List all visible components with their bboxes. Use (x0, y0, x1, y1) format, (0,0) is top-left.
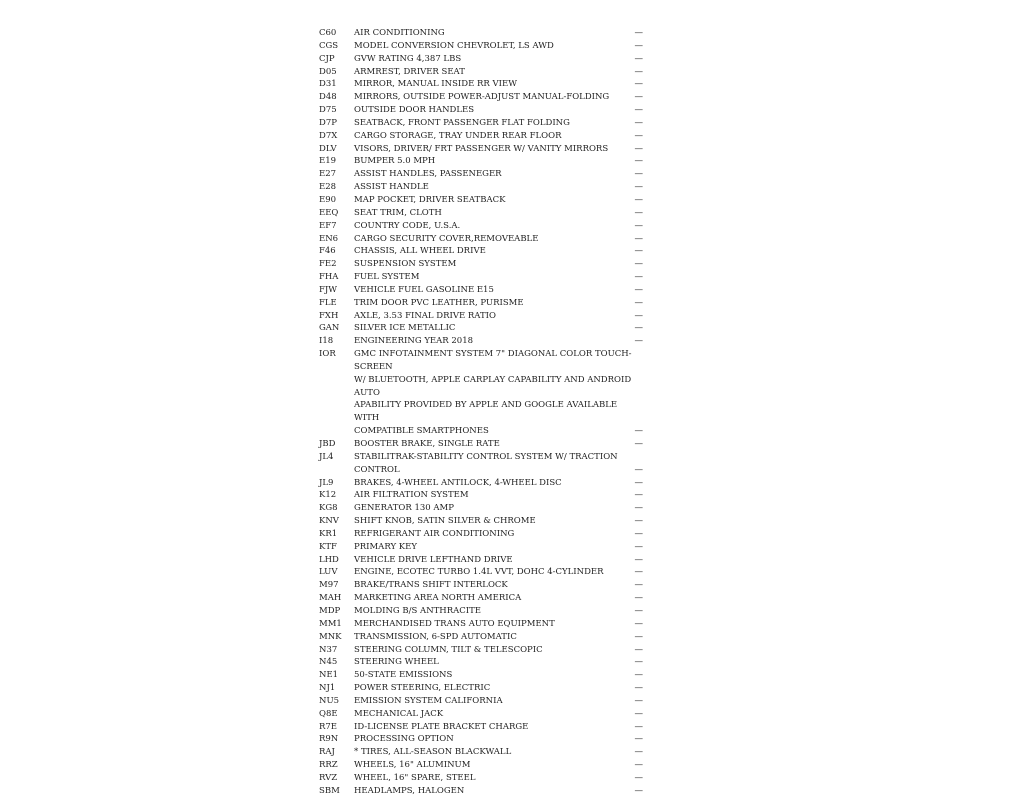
option-row (319, 785, 649, 798)
option-price: — (634, 657, 643, 668)
option-row (319, 733, 649, 746)
option-description: PROCESSING OPTION (354, 734, 454, 745)
option-price: — (634, 593, 643, 604)
option-description: ENGINE, ECOTEC TURBO 1.4L VVT, DOHC 4-CYLINDER (354, 567, 604, 578)
option-row (319, 515, 649, 528)
option-code: CGS (319, 40, 339, 51)
option-price: — (634, 721, 643, 732)
option-row (319, 143, 649, 156)
option-row (319, 759, 649, 772)
option-description: * TIRES, ALL-SEASON BLACKWALL (354, 747, 512, 758)
option-code: NU5 (319, 695, 340, 706)
option-description: SILVER ICE METALLIC (354, 323, 456, 334)
option-row (319, 335, 649, 348)
option-description: AXLE, 3.53 FINAL DRIVE RATIO (354, 310, 496, 321)
option-description: STEERING WHEEL (354, 657, 439, 668)
option-price: — (634, 194, 643, 205)
option-price: — (634, 259, 643, 270)
option-code: D7P (319, 117, 337, 128)
option-code: JBD (319, 439, 336, 449)
option-row (319, 207, 649, 220)
option-code: E27 (319, 169, 337, 180)
option-row (319, 502, 649, 515)
option-row (319, 310, 649, 323)
option-code: Q8E (319, 708, 338, 719)
option-price: — (634, 631, 643, 642)
option-price: — (634, 246, 643, 257)
option-code: C60 (319, 28, 337, 38)
option-description: WHEELS, 16" ALUMINUM (354, 760, 471, 771)
option-row (319, 554, 649, 567)
option-price: — (634, 297, 643, 308)
option-row (319, 528, 649, 541)
option-price: — (634, 580, 643, 591)
option-code: LHD (319, 554, 339, 565)
option-description: STABILITRAK-STABILITY CONTROL SYSTEM W/ TRACTION CONTROL (354, 451, 618, 475)
option-price: — (634, 464, 643, 475)
option-row (319, 155, 649, 168)
option-code: EF7 (319, 220, 337, 231)
option-code: RAJ (319, 747, 335, 758)
option-description: REFRIGERANT AIR CONDITIONING (354, 528, 515, 539)
option-row (319, 233, 649, 246)
option-price: — (634, 683, 643, 694)
option-price: — (634, 477, 643, 488)
option-code-list (319, 27, 649, 798)
option-price: — (634, 233, 643, 244)
option-price: — (634, 785, 643, 796)
option-description: MOLDING B/S ANTHRACITE (354, 605, 481, 616)
option-price: — (634, 220, 643, 231)
option-description: CARGO STORAGE, TRAY UNDER REAR FLOOR (354, 130, 562, 141)
option-code: JL9 (319, 477, 334, 488)
option-row (319, 194, 649, 207)
option-row (319, 27, 649, 40)
option-code: FXH (319, 310, 339, 321)
option-row (319, 451, 649, 477)
option-description: EMISSION SYSTEM CALIFORNIA (354, 695, 503, 706)
option-price: — (634, 516, 643, 527)
option-description: GENERATOR 130 AMP (354, 503, 454, 514)
option-price: — (634, 28, 643, 38)
option-row (319, 66, 649, 79)
option-row (319, 669, 649, 682)
option-description: BUMPER 5.0 MPH (354, 156, 436, 167)
option-code: N45 (319, 657, 338, 668)
option-code: KTF (319, 541, 337, 552)
option-description: MIRRORS, OUTSIDE POWER-ADJUST MANUAL-FOLDING (354, 92, 610, 103)
option-row (319, 682, 649, 695)
option-row (319, 656, 649, 669)
option-row (319, 708, 649, 721)
option-price: — (634, 207, 643, 218)
option-description: ID-LICENSE PLATE BRACKET CHARGE (354, 721, 529, 732)
option-description: SEAT TRIM, CLOTH (354, 207, 442, 218)
option-row (319, 53, 649, 66)
option-code: M97 (319, 580, 339, 591)
option-price: — (634, 92, 643, 103)
option-description: MARKETING AREA NORTH AMERICA (354, 593, 522, 604)
option-code: I18 (319, 336, 334, 347)
option-price: — (634, 760, 643, 771)
option-code: D48 (319, 92, 337, 103)
option-description: TRIM DOOR PVC LEATHER, PURISME (354, 297, 524, 308)
option-description: ARMREST, DRIVER SEAT (354, 66, 465, 77)
option-description: PRIMARY KEY (354, 541, 417, 552)
option-row (319, 721, 649, 734)
option-description: VEHICLE DRIVE LEFTHAND DRIVE (354, 554, 513, 565)
option-row (319, 618, 649, 631)
option-row (319, 284, 649, 297)
option-price: — (634, 426, 643, 437)
option-code: LUV (319, 567, 338, 578)
option-description: HEADLAMPS, HALOGEN (354, 785, 465, 796)
option-code: E28 (319, 182, 337, 193)
option-row (319, 258, 649, 271)
option-row (319, 117, 649, 130)
option-price: — (634, 541, 643, 552)
option-price: — (634, 567, 643, 578)
option-code: FE2 (319, 259, 337, 270)
option-row (319, 592, 649, 605)
option-price: — (634, 272, 643, 283)
option-row (319, 168, 649, 181)
option-price: — (634, 528, 643, 539)
option-code: SBM (319, 785, 340, 796)
option-code: NE1 (319, 670, 339, 681)
option-code: MDP (319, 605, 341, 616)
option-code: FHA (319, 272, 339, 283)
option-price: — (634, 53, 643, 64)
option-row (319, 130, 649, 143)
option-price: — (634, 79, 643, 90)
option-row (319, 271, 649, 284)
option-description: POWER STEERING, ELECTRIC (354, 683, 491, 694)
option-price: — (634, 323, 643, 334)
option-code: D7X (319, 130, 338, 141)
option-description: 50-STATE EMISSIONS (354, 670, 453, 681)
option-description: ENGINEERING YEAR 2018 (354, 336, 474, 347)
option-code: K12 (319, 490, 337, 501)
option-row (319, 579, 649, 592)
option-description: MECHANICAL JACK (354, 708, 444, 719)
option-price: — (634, 182, 643, 193)
option-code: GAN (319, 323, 340, 334)
option-row (319, 104, 649, 117)
option-row (319, 78, 649, 91)
option-row (319, 40, 649, 53)
option-price: — (634, 284, 643, 295)
option-code: R7E (319, 721, 338, 732)
option-description: SEATBACK, FRONT PASSENGER FLAT FOLDING (354, 117, 570, 128)
option-description: OUTSIDE DOOR HANDLES (354, 105, 475, 116)
option-code: CJP (319, 53, 335, 64)
option-code: EN6 (319, 233, 339, 244)
option-price: — (634, 605, 643, 616)
option-row (319, 489, 649, 502)
option-description: MAP POCKET, DRIVER SEATBACK (354, 194, 506, 205)
option-code: MNK (319, 631, 342, 642)
option-price: — (634, 644, 643, 655)
option-description: CHASSIS, ALL WHEEL DRIVE (354, 246, 486, 257)
option-price: — (634, 310, 643, 321)
option-price: — (634, 618, 643, 629)
option-code: KR1 (319, 528, 338, 539)
option-description: MERCHANDISED TRANS AUTO EQUIPMENT (354, 618, 555, 629)
option-row (319, 695, 649, 708)
option-code: E19 (319, 156, 337, 167)
option-code: RVZ (319, 772, 338, 783)
option-description: AIR FILTRATION SYSTEM (354, 490, 469, 501)
option-code: R9N (319, 734, 339, 745)
option-price: — (634, 336, 643, 347)
option-code: N37 (319, 644, 338, 655)
option-price: — (634, 734, 643, 745)
option-description: BOOSTER BRAKE, SINGLE RATE (354, 439, 500, 449)
option-price: — (634, 130, 643, 141)
option-description: VEHICLE FUEL GASOLINE E15 (354, 284, 494, 295)
option-code: NJ1 (319, 683, 336, 694)
option-row (319, 605, 649, 618)
option-code: KNV (319, 516, 339, 527)
option-row (319, 322, 649, 335)
option-price: — (634, 169, 643, 180)
option-description: AIR CONDITIONING (354, 28, 445, 38)
option-price: — (634, 695, 643, 706)
option-description: MIRROR, MANUAL INSIDE RR VIEW (354, 79, 517, 90)
option-code: MAH (319, 593, 342, 604)
option-price: — (634, 490, 643, 501)
option-row (319, 220, 649, 233)
option-price: — (634, 156, 643, 167)
option-code: DLV (319, 143, 337, 154)
option-description: BRAKE/TRANS SHIFT INTERLOCK (354, 580, 508, 591)
option-row (319, 644, 649, 657)
option-row (319, 541, 649, 554)
option-code: IOR (319, 349, 336, 360)
option-description: WHEEL, 16" SPARE, STEEL (354, 772, 476, 783)
option-row (319, 566, 649, 579)
option-row (319, 181, 649, 194)
option-row (319, 477, 649, 490)
option-description: TRANSMISSION, 6-SPD AUTOMATIC (354, 631, 517, 642)
option-price: — (634, 143, 643, 154)
option-price: — (634, 40, 643, 51)
option-description: CARGO SECURITY COVER,REMOVEABLE (354, 233, 539, 244)
option-row (319, 91, 649, 104)
option-price: — (634, 670, 643, 681)
option-price: — (634, 117, 643, 128)
option-code: RRZ (319, 760, 338, 771)
option-code: E90 (319, 194, 337, 205)
option-price: — (634, 747, 643, 758)
option-code: FJW (319, 284, 338, 295)
option-description: ASSIST HANDLE (354, 182, 429, 193)
option-description: SUSPENSION SYSTEM (354, 259, 457, 270)
option-description: FUEL SYSTEM (354, 272, 420, 283)
option-price: — (634, 105, 643, 116)
option-price: — (634, 66, 643, 77)
option-code: KG8 (319, 503, 338, 514)
option-row (319, 746, 649, 759)
option-code: D05 (319, 66, 337, 77)
option-code: FLE (319, 297, 337, 308)
option-row (319, 631, 649, 644)
option-price: — (634, 554, 643, 565)
option-code: JL4 (319, 451, 334, 462)
option-description: COUNTRY CODE, U.S.A. (354, 220, 461, 231)
option-code: EEQ (319, 207, 339, 218)
option-row (319, 438, 649, 451)
option-description: GMC INFOTAINMENT SYSTEM 7" DIAGONAL COLOR TOUCH-SCREEN W/ BLUETOOTH, APPLE CARPLAY CAPABILITY AND ANDROID AUTO APABILITY PROVIDED BY APPLE AND GOOGLE AVAILABLE WITH COMPATIBLE SMARTPHONES (354, 349, 632, 437)
option-description: STEERING COLUMN, TILT & TELESCOPIC (354, 644, 543, 655)
option-description: VISORS, DRIVER/ FRT PASSENGER W/ VANITY MIRRORS (354, 143, 609, 154)
option-row (319, 245, 649, 258)
option-code: D75 (319, 105, 337, 116)
option-price: — (634, 503, 643, 514)
option-price: — (634, 439, 643, 449)
option-price: — (634, 708, 643, 719)
option-code: MM1 (319, 618, 342, 629)
option-description: GVW RATING 4,387 LBS (354, 53, 462, 64)
option-price: — (634, 772, 643, 783)
option-row (319, 297, 649, 310)
option-code: F46 (319, 246, 336, 257)
option-row (319, 348, 649, 438)
option-code: D31 (319, 79, 337, 90)
option-description: BRAKES, 4-WHEEL ANTILOCK, 4-WHEEL DISC (354, 477, 562, 488)
option-description: SHIFT KNOB, SATIN SILVER & CHROME (354, 516, 536, 527)
option-description: ASSIST HANDLES, PASSENEGER (354, 169, 502, 180)
option-row (319, 772, 649, 785)
option-description: MODEL CONVERSION CHEVROLET, LS AWD (354, 40, 554, 51)
